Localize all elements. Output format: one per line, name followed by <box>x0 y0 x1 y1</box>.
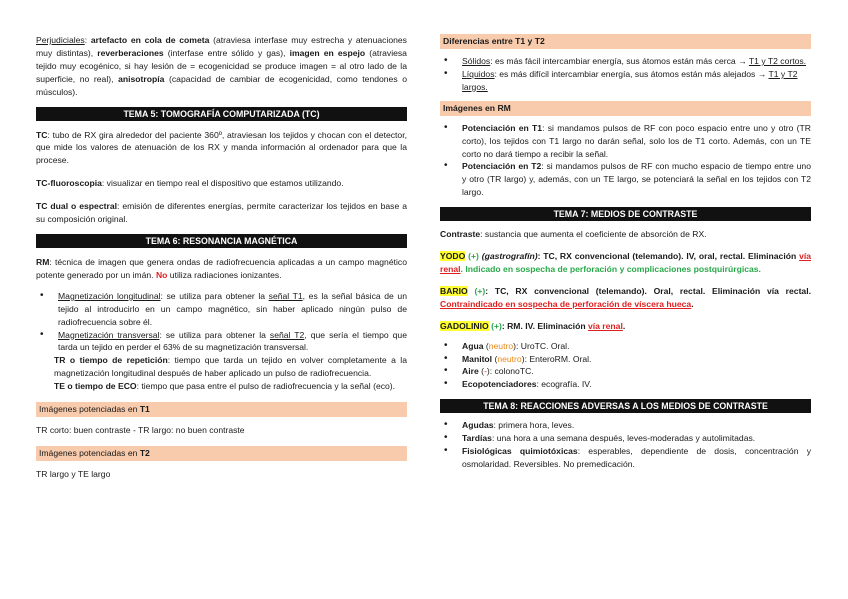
reacciones-list <box>440 419 811 471</box>
imagenes-rm-list <box>440 122 811 199</box>
list-item: • Potenciación en T2: si mandamos pulsos de RF con mucho espacio de tiempo entre uno y otro (TR largo) y, además, con un TE largo, se potenciará la señal en los tejidos con T2 largo. <box>440 160 811 199</box>
pot-t2-text: TR largo y TE largo <box>36 468 111 479</box>
pot-t1-heading: Imágenes potenciadas en T1 <box>36 402 407 417</box>
contrastes-negativos-list <box>440 340 811 392</box>
bario-paragraph: BARIO (+): TC, RX convencional (telemando). Oral, rectal. Eliminación vía rectal. Contraindicado en sospecha de perforación de víscera hueca. <box>440 285 811 309</box>
tc-fluoroscopia: TC-fluoroscopia: visualizar en tiempo real el dispositivo que estamos utilizando. <box>36 178 344 189</box>
tema5-heading: TEMA 5: TOMOGRAFÍA COMPUTARIZADA (TC) <box>36 107 407 121</box>
list-item: • Líquidos: es más difícil intercambiar energía, sus átomos están más alejados → T1 y T2 largos. <box>440 68 811 94</box>
diferencias-list <box>440 55 811 94</box>
rm-definition: RM: técnica de imagen que genera ondas de radiofrecuencia aplicadas a un campo magnético potente generado por un imán. No utiliza radiaciones ionizantes. <box>36 256 407 280</box>
list-item: • Aire (-): colonoTC. <box>440 365 811 378</box>
list-item: • Magnetización longitudinal: se utiliza para obtener la señal T1, es la señal básica de un tejido al introducirlo en un campo magnético, sin haber aplicado ningún pulso de radiofrecuencia sobre él. <box>36 290 407 329</box>
pot-t2-heading: Imágenes potenciadas en T2 <box>36 446 407 461</box>
perjudiciales-paragraph: Perjudiciales: artefacto en cola de cometa (atraviesa interfase muy estrecha y atenuaciones muy distintas), reverberaciones (interfase entre sólido y gas), imagen en espejo (atraviesa tejido muy ecogénico, si hay lesión de = ecogenicidad se produce imagen = al otro lado de la superficie, no real), anisotropía (capacidad de cambiar de ecogenicidad, como tendones o músculos). <box>36 35 407 97</box>
list-item: • Fisiológicas quimiotóxicas: esperables, dependiente de dosis, concentración y osmolaridad. Reversibles. No premedicación. <box>440 445 811 471</box>
list-item: • Agua (neutro): UroTC. Oral. <box>440 340 811 353</box>
left-column <box>36 34 407 481</box>
tema6-heading: TEMA 6: RESONANCIA MAGNÉTICA <box>36 234 407 248</box>
magnetizacion-list <box>36 290 407 355</box>
list-item: • Sólidos: es más fácil intercambiar energía, sus átomos están más cerca → T1 y T2 cortos. <box>440 55 811 68</box>
contraste-definition: Contraste: sustancia que aumenta el coeficiente de absorción de RX. <box>440 229 707 240</box>
list-item: • Agudas: primera hora, leves. <box>440 419 811 432</box>
tc-dual: TC dual o espectral: emisión de diferentes energías, permite caracterizar los tejidos en base a su composición original. <box>36 201 407 225</box>
imagenes-rm-heading: Imágenes en RM <box>440 101 811 116</box>
pot-t1-text: TR corto: buen contraste - TR largo: no buen contraste <box>36 425 245 436</box>
list-item: • Potenciación en T1: si mandamos pulsos de RF con poco espacio entre uno y otro (TR corto), los tejidos con T1 largo no darán señal, solo los de T1 corto. Además, con un TE corto no dará tiempo a recibir la señal. <box>440 122 811 161</box>
list-item: • Manitol (neutro): EnteroRM. Oral. <box>440 353 811 366</box>
diferencias-heading: Diferencias entre T1 y T2 <box>440 34 811 49</box>
right-column <box>440 34 811 471</box>
tc-definition: TC: tubo de RX gira alrededor del paciente 360º, atraviesan los tejidos y chocan con el detector, que mide los valores de atenuación de los RX y manda información al ordenador para que la procese. <box>36 129 407 166</box>
gadolinio-paragraph: GADOLINIO (+): RM. IV. Eliminación vía renal. <box>440 320 626 331</box>
list-item: • Tardías: una hora a una semana después, leves-moderadas y autolimitadas. <box>440 432 811 445</box>
tema8-heading: TEMA 8: REACCIONES ADVERSAS A LOS MEDIOS DE CONTRASTE <box>440 399 811 413</box>
te-definition: TE o tiempo de ECO: tiempo que pasa entre el pulso de radiofrecuencia y la señal (eco). <box>54 381 396 392</box>
list-item: • Ecopotenciadores: ecografía. IV. <box>440 378 811 391</box>
tema7-heading: TEMA 7: MEDIOS DE CONTRASTE <box>440 207 811 221</box>
yodo-paragraph: YODO (+) (gastrografín): TC, RX convencional (telemando). IV, oral, rectal. Eliminación vía renal. Indicado en sospecha de perforación y complicaciones postquirúrgicas. <box>440 251 812 274</box>
list-item: • Magnetización transversal: se utiliza para obtener la señal T2, que sería el tiempo que tarda un tejido en perder el 63% de su magnetización transversal. <box>36 329 407 355</box>
tr-definition: TR o tiempo de repetición: tiempo que tarda un tejido en volver completamente a la magnetización longitudinal después de haber aplicado un pulso de radiofrecuencia. <box>54 355 407 379</box>
